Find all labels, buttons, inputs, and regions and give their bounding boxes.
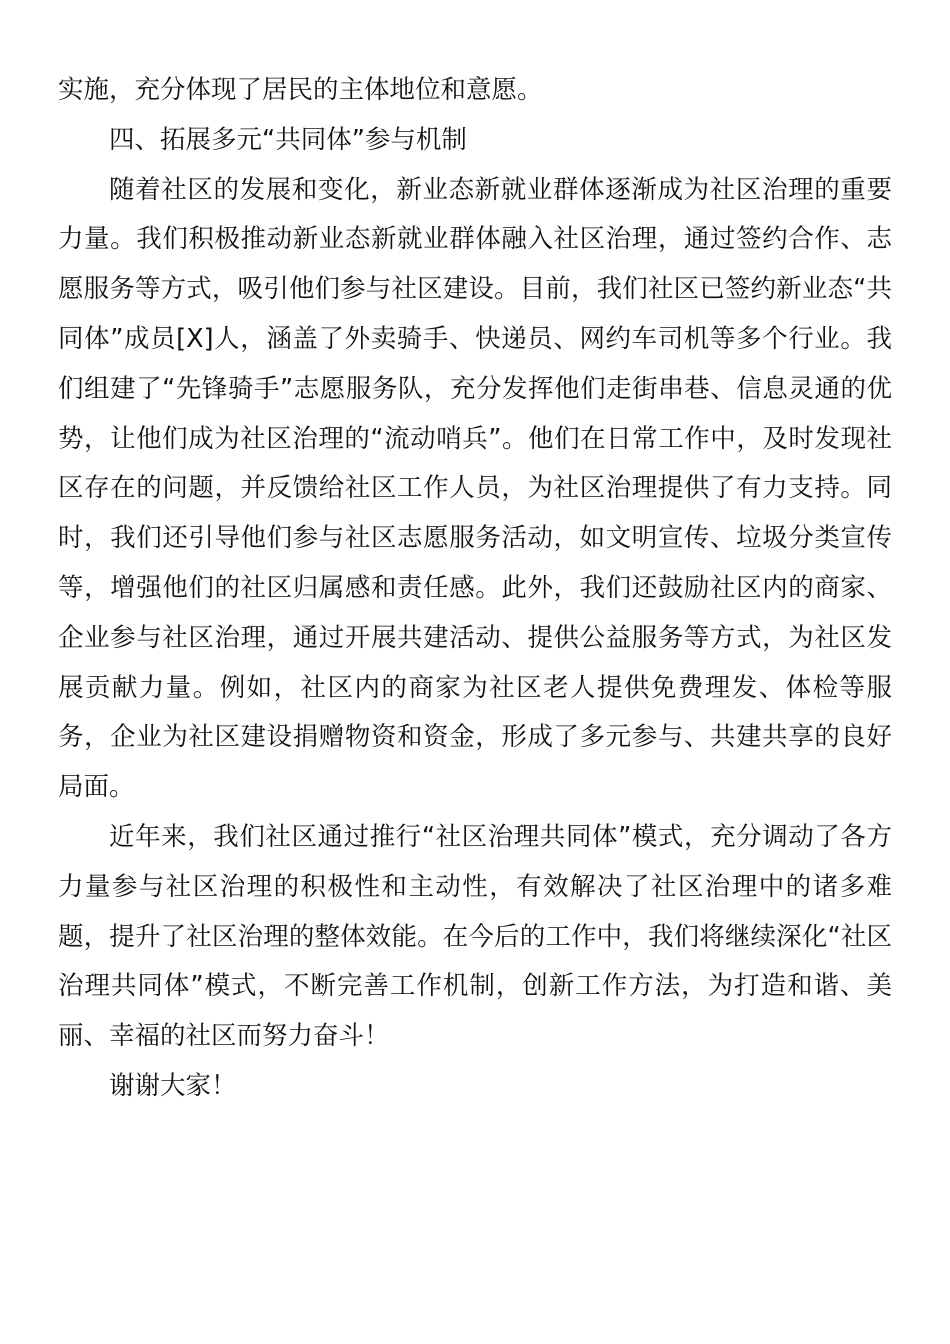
paragraph-summary: 近年来，我们社区通过推行“社区治理共同体”模式，充分调动了各方力量参与社区治理的积极性和主动性，有效解决了社区治理中的诸多难题，提升了社区治理的整体效能。在今后的工作中，我们将继续深化“社区治理共同体”模式，不断完善工作机制，创新工作方法，为打造和谐、美丽、幸福的社区而努力奋斗！ (58, 821, 892, 1052)
paragraph-body: 随着社区的发展和变化，新业态新就业群体逐渐成为社区治理的重要力量。我们积极推动新业态新就业群体融入社区治理，通过签约合作、志愿服务等方式，吸引他们参与社区建设。目前，我们社区已签约新业态“共同体”成员[X]人，涵盖了外卖骑手、快递员、网约车司机等多个行业。我们组建了“先锋骑手”志愿服务队，充分发挥他们走街串巷、信息灵通的优势，让他们成为社区治理的“流动哨兵”。他们在日常工作中，及时发现社区存在的问题，并反馈给社区工作人员，为社区治理提供了有力支持。同时，我们还引导他们参与社区志愿服务活动，如文明宣传、垃圾分类宣传等，增强他们的社区归属感和责任感。此外，我们还鼓励社区内的商家、企业参与社区治理，通过开展共建活动、提供公益服务等方式，为社区发展贡献力量。例如，社区内的商家为社区老人提供免费理发、体检等服务，企业为社区建设捐赠物资和资金，形成了多元参与、共建共享的良好局面。 (58, 174, 892, 803)
paragraph-continuation: 实施，充分体现了居民的主体地位和意愿。 (58, 75, 543, 105)
document-page (58, 66, 892, 1112)
closing-thanks: 谢谢大家！ (109, 1070, 237, 1101)
section-heading: 四、拓展多元“共同体”参与机制 (109, 124, 467, 155)
